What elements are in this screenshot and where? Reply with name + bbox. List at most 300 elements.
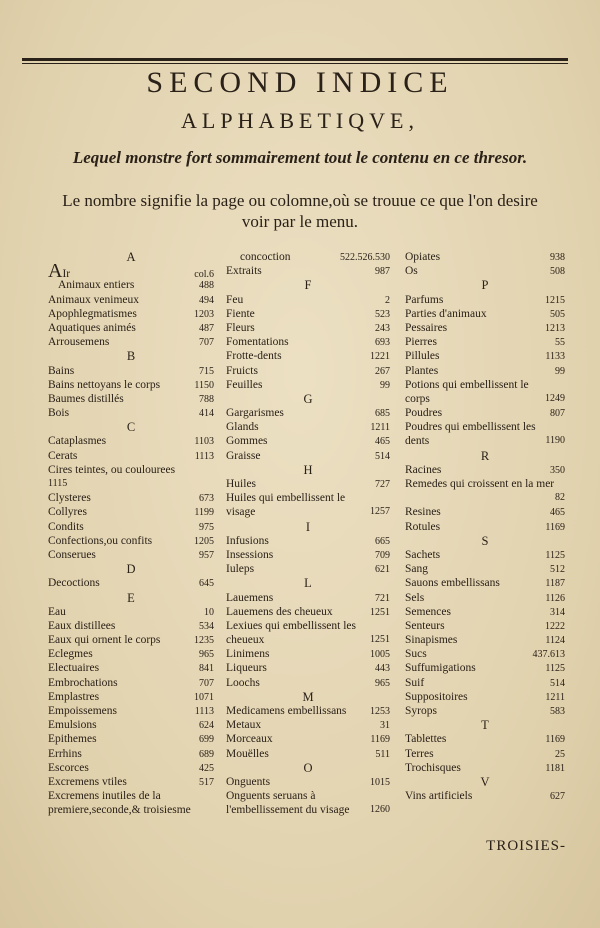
index-entry: [48, 576, 214, 590]
index-column-2: [226, 250, 390, 818]
entry-label: Clysteres: [48, 492, 91, 505]
index-entry: [226, 250, 390, 264]
entry-page: 693: [375, 337, 390, 349]
entry-page: 1005: [370, 649, 390, 661]
entry-label: Sinapismes: [405, 634, 458, 647]
entry-page: 511: [375, 748, 390, 760]
index-entry: [226, 562, 390, 576]
entry-page: 685: [375, 408, 390, 420]
entry-page: 583: [550, 706, 565, 718]
index-entry: [405, 690, 565, 704]
entry-label: Huiles: [226, 478, 257, 490]
index-entry: Excremens inutiles de la premiere,seconde,& troisiesme: [48, 790, 191, 817]
entry-page: 1251: [370, 634, 390, 646]
entry-label: Plantes: [405, 364, 439, 377]
entry-page: 715: [199, 365, 214, 377]
entry-page: 727: [375, 479, 390, 490]
index-entry: [48, 260, 214, 283]
entry-page: 2: [385, 294, 390, 306]
entry-page: 1235: [194, 635, 214, 647]
entry-label: Sauons embellissans: [405, 577, 500, 590]
entry-label: Sachets: [405, 548, 441, 561]
letter-heading: C: [126, 420, 136, 435]
drop-cap: A: [48, 260, 63, 283]
entry-page: 1249: [545, 392, 565, 404]
entry-label: Cires teintes, ou couloureеs: [48, 463, 176, 476]
entry-page: 673: [199, 493, 214, 505]
index-entry: [48, 520, 214, 534]
entry-label: Sang: [405, 563, 428, 576]
index-entry: [226, 534, 390, 548]
entry-label: Iuleps: [226, 563, 255, 576]
index-entry: [405, 676, 565, 690]
entry-page: 699: [199, 734, 214, 746]
entry-page: 1150: [194, 379, 214, 391]
index-entry: [405, 647, 565, 661]
entry-page: 350: [550, 464, 565, 476]
letter-heading: M: [302, 689, 314, 704]
index-entry: [405, 562, 565, 576]
index-entry: [48, 718, 214, 732]
index-entry: [226, 449, 390, 463]
entry-page: 1199: [194, 507, 214, 519]
index-entry: [48, 491, 214, 505]
catchword: TROISIES-: [486, 838, 566, 854]
entry-page: 25: [555, 748, 565, 760]
entry-label: Eclegmes: [48, 648, 93, 661]
index-entry: [48, 534, 214, 548]
letter-heading: A: [126, 250, 136, 264]
entry-label: Fomentations: [226, 336, 289, 349]
entry-label: Aquatiques animés: [48, 321, 136, 334]
index-entry: [405, 761, 565, 775]
index-entry: [226, 321, 390, 335]
entry-page: 31: [380, 720, 390, 732]
entry-label: Feuilles: [226, 378, 263, 391]
entry-label: Tablettes: [405, 733, 447, 746]
entry-label: Confections,ou confits: [48, 534, 153, 547]
entry-label: Eaux distillees: [48, 619, 116, 632]
entry-page: 508: [550, 266, 565, 278]
entry-label: Eau: [48, 605, 66, 618]
page-subtitle: ALPHABETIQVE,: [181, 108, 419, 133]
entry-label: Suif: [405, 676, 425, 689]
entry-label: Os: [405, 265, 418, 278]
index-entry: [405, 307, 565, 321]
entry-label: concoction: [240, 251, 291, 263]
entry-page: 523: [375, 308, 390, 320]
entry-label: Baumes distillés: [48, 392, 124, 405]
entry-label: Suppositoires: [405, 690, 468, 703]
index-entry: [48, 775, 214, 789]
entry-label: Remedes qui croissent en la mer: [405, 478, 555, 491]
entry-page: 1015: [370, 776, 390, 788]
index-entry: [48, 364, 214, 378]
entry-label: Opiates: [405, 251, 441, 263]
entry-page: 488: [199, 280, 214, 292]
entry-page: 505: [550, 308, 565, 320]
entry-label: Morceaux: [226, 733, 273, 746]
index-entry: [405, 576, 565, 590]
index-entry: [405, 335, 565, 349]
entry-label: Onguents seruans à l'embellissement du visage: [226, 790, 350, 817]
entry-label: Poudres qui embellissent les dents: [405, 421, 536, 448]
top-rule: [22, 58, 568, 61]
entry-label: Bains nettoyans le corps: [48, 378, 161, 391]
entry-page: 965: [199, 649, 214, 661]
index-entry: [226, 264, 390, 278]
entry-page: 707: [199, 677, 214, 689]
index-entry: [226, 605, 390, 619]
entry-page: 1103: [194, 436, 214, 448]
entry-page: 1205: [194, 535, 214, 547]
entry-label: Lauemens: [226, 591, 274, 604]
entry-page: 841: [199, 663, 214, 675]
index-entry: [226, 676, 390, 690]
entry-label: Poudres: [405, 407, 443, 420]
entry-label: Conserues: [48, 548, 96, 561]
top-rule-thin: [22, 63, 568, 64]
entry-page: 957: [199, 549, 214, 561]
entry-page: 1222: [545, 620, 565, 632]
entry-label: Empoissemens: [48, 705, 117, 717]
entry-page: 1125: [545, 663, 565, 675]
entry-label: Eaux qui ornent le corps: [48, 634, 161, 647]
entry-label: Extraits: [226, 265, 262, 278]
entry-label: Decoctions: [48, 577, 100, 590]
index-entry: [226, 477, 390, 491]
entry-page: 807: [550, 408, 565, 420]
entry-label: Embrochations: [48, 676, 118, 689]
index-entry: [226, 434, 390, 448]
entry-label: Huiles qui embellissent le visage: [226, 492, 346, 519]
entry-page: 10: [204, 606, 214, 618]
entry-label: Medicamens embellissans: [226, 705, 347, 718]
entry-label: Ir: [62, 268, 71, 281]
entry-label: Errhins: [48, 747, 82, 760]
index-entry: [405, 364, 565, 378]
letter-heading: G: [303, 391, 313, 406]
entry-label: Bois: [48, 407, 70, 420]
letter-heading: T: [481, 718, 489, 733]
entry-page: 534: [199, 620, 214, 632]
index-entry: [405, 420, 565, 448]
entry-label: Glands: [226, 421, 259, 434]
index-entry: [405, 477, 565, 505]
entry-page: 1071: [194, 691, 214, 703]
index-entry: [405, 264, 565, 278]
entry-page: 707: [199, 337, 214, 349]
letter-heading: O: [303, 760, 313, 775]
entry-page: 721: [375, 592, 390, 604]
index-entry: [48, 335, 214, 349]
entry-page: 522.526.530: [340, 252, 390, 263]
entry-label: Electuaires: [48, 662, 100, 675]
entry-label: Fleurs: [226, 321, 255, 334]
index-entry: [226, 789, 390, 817]
entry-label: Emplastres: [48, 690, 100, 703]
entry-label: Pessaires: [405, 321, 448, 334]
entry-page: 494: [199, 294, 214, 306]
entry-page: 99: [555, 365, 565, 377]
index-entry: [48, 378, 214, 392]
entry-label: Gommes: [226, 435, 268, 448]
entry-label: Animaux venimeux: [48, 293, 140, 306]
index-entry: [405, 505, 565, 519]
entry-page: 487: [199, 322, 214, 334]
entry-label: Collyres: [48, 506, 87, 519]
entry-page: 1113: [194, 450, 214, 462]
entry-page: 1260: [370, 804, 390, 816]
entry-label: Lexiues qui embellissent les cheueux: [226, 619, 356, 647]
entry-page: 267: [375, 365, 390, 377]
entry-page: 1257: [370, 506, 390, 518]
entry-label: Fiente: [226, 307, 255, 320]
entry-page: 314: [550, 606, 565, 618]
entry-page: 414: [199, 408, 214, 420]
entry-label: Sels: [405, 591, 425, 604]
index-entry: [48, 619, 214, 633]
entry-page: 1215: [545, 294, 565, 306]
entry-page: 788: [199, 393, 214, 405]
entry-label: Pillules: [405, 350, 440, 363]
entry-page: 1203: [194, 308, 214, 320]
entry-label: Excremens vtiles: [48, 775, 127, 788]
entry-label: Syrops: [405, 705, 437, 718]
letter-heading: R: [480, 448, 490, 463]
entry-page: 1221: [370, 351, 390, 363]
entry-label: Lauemens des cheueux: [226, 605, 333, 618]
entry-label: Emulsions: [48, 719, 97, 732]
index-entry: [226, 591, 390, 605]
index-entry: [405, 619, 565, 633]
entry-label: Parties d'animaux: [405, 307, 487, 320]
index-entry: [48, 676, 214, 690]
entry-page: 514: [375, 450, 390, 462]
index-entry: [226, 307, 390, 321]
entry-label: Infusions: [226, 534, 269, 547]
index-entry: [405, 520, 565, 534]
entry-page: 689: [199, 748, 214, 760]
entry-page: 1133: [545, 351, 565, 363]
letter-heading: H: [303, 462, 313, 477]
entry-label: Terres: [405, 747, 434, 760]
entry-label: Rotules: [405, 520, 441, 533]
letter-heading: E: [127, 590, 135, 605]
entry-label: Racines: [405, 463, 442, 476]
entry-page: 709: [375, 549, 390, 561]
index-entry: [48, 406, 214, 420]
index-entry: [226, 647, 390, 661]
index-entry: [405, 747, 565, 761]
index-entry: [405, 321, 565, 335]
entry-label: Parfums: [405, 293, 444, 306]
entry-label: Liqueurs: [226, 662, 267, 675]
entry-page: 1125: [545, 549, 565, 561]
entry-label: Animaux entiers: [58, 279, 135, 292]
letter-heading: V: [480, 774, 490, 789]
index-entry: [226, 747, 390, 761]
entry-page: 1124: [545, 635, 565, 647]
entry-label: Pierres: [405, 336, 437, 349]
index-entry: [48, 647, 214, 661]
entry-page: 465: [550, 507, 565, 519]
entry-label: Condits: [48, 520, 84, 533]
entry-page: 975: [199, 521, 214, 533]
index-entry: [226, 293, 390, 307]
entry-page: 1251: [370, 606, 390, 618]
index-entry: [226, 661, 390, 675]
index-column-3: [405, 250, 565, 803]
index-entry: [226, 775, 390, 789]
index-entry: [48, 321, 214, 335]
index-entry: [226, 406, 390, 420]
letter-heading: L: [304, 576, 312, 591]
entry-page: 624: [199, 720, 214, 732]
letter-heading: P: [481, 278, 489, 293]
letter-heading: F: [304, 278, 312, 293]
page-tagline: Lequel monstre fort sommairement tout le contenu en ce thresor.: [72, 148, 528, 167]
entry-label: Apophlegmatismes: [48, 307, 137, 320]
index-entry: [405, 661, 565, 675]
index-entry: [48, 633, 214, 647]
entry-page: 645: [199, 578, 214, 590]
entry-label: Fruicts: [226, 364, 258, 377]
index-entry: [226, 732, 390, 746]
page-note: Le nombre signifie la page ou colomne,où se trouue ce que l'on desire voir par le menu.: [62, 191, 538, 231]
entry-page: 512: [550, 564, 565, 576]
entry-label: Vins artificiels: [405, 790, 473, 803]
index-entry: [48, 307, 214, 321]
entry-page: 965: [375, 677, 390, 689]
entry-page: 1169: [545, 521, 565, 533]
index-entry: [48, 605, 214, 619]
index-entry: [48, 761, 214, 775]
index-entry: [48, 690, 214, 704]
index-entry: [226, 364, 390, 378]
entry-page: 1113: [194, 706, 214, 717]
entry-page: col.6: [194, 269, 214, 281]
entry-label: Semences: [405, 605, 451, 618]
index-entry: [48, 278, 214, 292]
entry-page: 243: [375, 322, 390, 334]
entry-label: Bains: [48, 364, 75, 377]
entry-page: 437.613: [532, 649, 565, 661]
index-entry: [405, 378, 565, 406]
entry-label: Potions qui embellissent le corps: [405, 378, 529, 405]
index-entry: [48, 463, 214, 477]
entry-label: Escorces: [48, 761, 89, 774]
entry-label: Epithemes: [48, 733, 97, 746]
index-entry: [405, 293, 565, 307]
entry-label: Gargarismes: [226, 407, 284, 420]
entry-label: Senteurs: [405, 619, 445, 632]
entry-page: 55: [555, 337, 565, 349]
index-entry: [405, 704, 565, 718]
entry-label: Suffumigations: [405, 662, 476, 675]
index-entry: [48, 293, 214, 307]
index-entry: [226, 420, 390, 434]
entry-page: 987: [375, 266, 390, 278]
entry-label: Metaux: [226, 719, 262, 732]
entry-page: 1169: [545, 734, 565, 746]
index-entry: [48, 434, 214, 448]
entry-label: Mouëlles: [226, 747, 269, 760]
index-entry: [405, 605, 565, 619]
index-entry: [405, 349, 565, 363]
index-entry: [48, 449, 214, 463]
entry-page: 517: [199, 776, 214, 788]
index-entry: [226, 335, 390, 349]
entry-label: Linimens: [226, 648, 270, 661]
index-entry: [405, 406, 565, 420]
index-entry: [405, 463, 565, 477]
entry-label: Feu: [226, 293, 244, 306]
entry-page: 627: [550, 791, 565, 803]
index-entry: [48, 732, 214, 746]
entry-label: Graisse: [226, 449, 261, 462]
entry-label: Cerats: [48, 449, 78, 462]
index-entry: [226, 718, 390, 732]
index-entry: [226, 349, 390, 363]
index-entry: [226, 378, 390, 392]
index-entry: [405, 789, 565, 803]
index-entry: [226, 704, 390, 718]
index-entry: [405, 591, 565, 605]
letter-heading: I: [305, 519, 311, 534]
entry-page: 1126: [545, 592, 565, 604]
entry-label: Loochs: [226, 676, 260, 689]
index-entry: [405, 633, 565, 647]
entry-label: Frotte-dents: [226, 350, 282, 363]
index-entry: [48, 747, 214, 761]
entry-page: 1213: [545, 322, 565, 334]
entry-page: 465: [375, 436, 390, 448]
entry-label: Resines: [405, 506, 441, 519]
letter-heading: B: [126, 349, 136, 364]
index-entry: [405, 732, 565, 746]
index-column-1: [48, 250, 214, 818]
entry-page: 621: [375, 564, 390, 576]
entry-page: 1253: [370, 706, 390, 718]
entry-label: Cataplasmes: [48, 435, 107, 448]
letter-heading: S: [481, 533, 489, 548]
index-entry: [48, 548, 214, 562]
entry-page: 1211: [370, 422, 390, 434]
entry-label: Trochisques: [405, 761, 461, 774]
entry-page: 514: [550, 677, 565, 689]
entry-page: 1190: [545, 435, 565, 447]
letter-heading: D: [126, 562, 136, 577]
page-title: SECOND INDICE: [146, 66, 454, 99]
entry-page: 82: [555, 492, 565, 504]
index-entry: [226, 548, 390, 562]
entry-page: 938: [550, 252, 565, 263]
entry-page: 665: [375, 535, 390, 547]
entry-page: 443: [375, 663, 390, 675]
index-entry: [48, 704, 214, 718]
entry-page: 1169: [370, 734, 390, 746]
index-entry: [48, 477, 214, 491]
index-entry: [48, 661, 214, 675]
index-entry: [226, 619, 390, 647]
entry-label: Sucs: [405, 648, 427, 661]
index-entry: [48, 392, 214, 406]
entry-page: 425: [199, 762, 214, 774]
index-entry: [405, 548, 565, 562]
entry-page: 1187: [545, 578, 565, 590]
entry-label: Insessions: [226, 548, 274, 561]
